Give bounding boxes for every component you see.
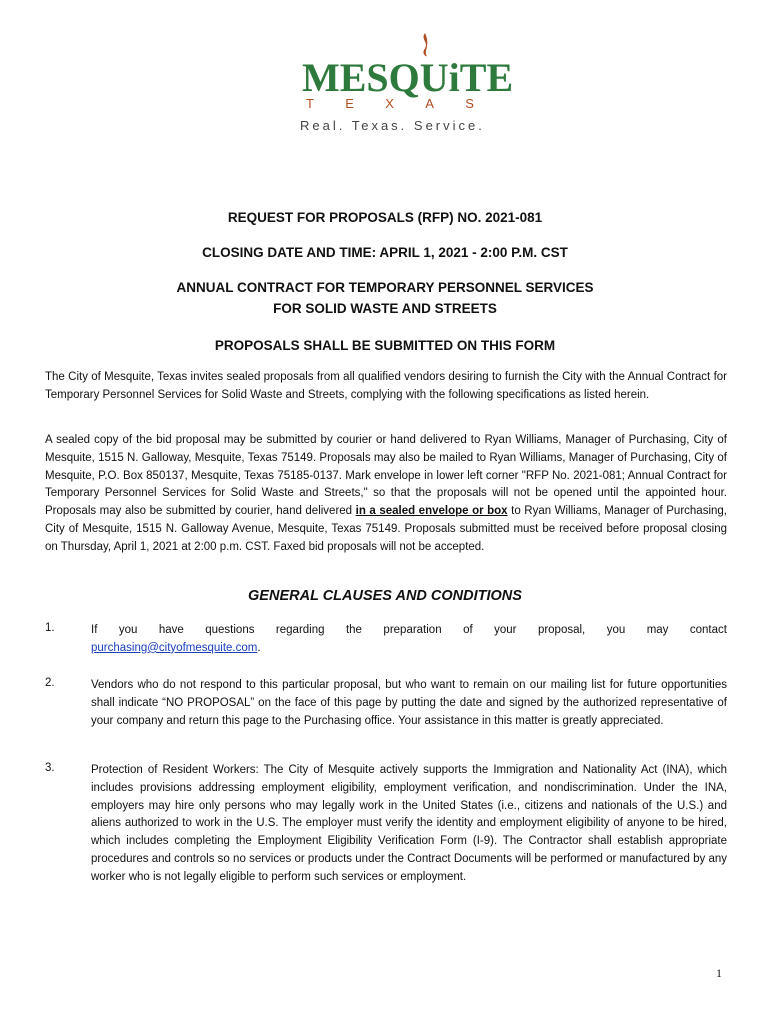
clause-word: the xyxy=(345,624,362,636)
logo-state-letter: X xyxy=(385,96,396,111)
clause-word: proposal, xyxy=(537,624,586,636)
clause-1-first-line xyxy=(91,622,727,640)
section-title: GENERAL CLAUSES AND CONDITIONS xyxy=(248,588,522,604)
clause-3: Protection of Resident Workers: The City of Mesquite actively supports the Immigration and Nationality Act (INA), which includes provisions addressing employment eligibility, employment verification, and nondiscrimination. Under the INA, employers may hire only persons who may legally work in the United States (i.e., citizens and nationals of the U.S.) and aliens authorized to work in the U.S. The employer must verify the identity and employment eligibility of anyone to be hired, which includes completing the Employment Eligibility Verification Form (I-9). The Contractor shall establish appropriate procedures and controls so no services or products under the Contract Documents will be performed or manufactured by any worker who is not legally eligible to perform such services or employment. xyxy=(91,764,727,883)
clause-1-period: . xyxy=(257,641,261,654)
contract-title-line2: FOR SOLID WASTE AND STREETS xyxy=(273,301,497,316)
clause-word: questions xyxy=(205,624,255,636)
clause-word: preparation xyxy=(383,624,442,636)
clause-word: have xyxy=(158,624,184,636)
logo-tagline: Real. Texas. Service. xyxy=(300,118,485,133)
logo-state-letter: S xyxy=(465,96,476,111)
clause-number: 2. xyxy=(45,677,55,689)
clause-word: of xyxy=(463,624,473,636)
clause-word: you xyxy=(606,624,626,636)
clause-word: you xyxy=(118,624,138,636)
clause-word: your xyxy=(494,624,517,636)
rfp-number-heading: REQUEST FOR PROPOSALS (RFP) NO. 2021-081 xyxy=(227,210,543,225)
submission-paragraph xyxy=(45,432,727,557)
clause-2: Vendors who do not respond to this particular proposal, but who want to remain on our mailing list for future opportunities shall indicate “NO PROPOSAL” on the face of this page by putting the date and signed by the authorized representative of your company and return this page to the Purchasing office. Your assistance in this matter is greatly appreciated. xyxy=(91,679,727,727)
clause-number: 3. xyxy=(45,762,55,774)
logo-state-letter: E xyxy=(345,96,356,111)
clause-1 xyxy=(91,622,727,658)
purchasing-email-link[interactable]: purchasing@cityofmesquite.com xyxy=(91,641,258,654)
clause-word: may xyxy=(646,624,669,636)
page-number: 1 xyxy=(716,966,722,980)
city-logo xyxy=(290,30,514,140)
submission-form-note: PROPOSALS SHALL BE SUBMITTED ON THIS FORM xyxy=(214,338,556,353)
clause-word: If xyxy=(91,624,98,636)
submission-text-part1: A sealed copy of the bid proposal may be submitted by courier or hand delivered to Ryan Williams, Manager of Purchasing, City of Mesquite, 1515 N. Galloway, Mesquite, Texas 75149. Proposals may also be mailed to Ryan Williams, Manager of Purchasing, City of Mesquite, P.O. Box 850137, Mesquite, Texas 75185-0137. Mark envelope in lower left corner "RFP No. 2021-081; Annual Contract for Temporary Personnel Services for Solid Waste and Streets," so that the proposals will not be opened until the appointed hour. Proposals may also be submitted by courier, hand delivered xyxy=(45,434,727,518)
contract-title-line1: ANNUAL CONTRACT FOR TEMPORARY PERSONNEL SERVICES xyxy=(176,280,594,295)
clause-1-second-line xyxy=(91,640,727,658)
logo-state-letters xyxy=(306,96,476,111)
logo-state-letter: A xyxy=(425,96,436,111)
closing-date-heading: CLOSING DATE AND TIME: APRIL 1, 2021 - 2:00 P.M. CST xyxy=(202,245,568,260)
clause-word: contact xyxy=(689,624,727,636)
submission-text-part2: to Ryan Williams, Manager of Purchasing, City of Mesquite, 1515 N. Galloway Avenue, Mesquite, Texas 75149. Proposals submitted must be received before proposal closing on Thursday, April 1, 2021 at 2:00 p.m. CST. Faxed bid proposals will not be accepted. xyxy=(45,505,727,553)
submission-emphasis: in a sealed envelope or box xyxy=(355,505,508,518)
clause-word: regarding xyxy=(275,624,325,636)
intro-paragraph: The City of Mesquite, Texas invites sealed proposals from all qualified vendors desiring to furnish the City with the Annual Contract for Temporary Personnel Services for Solid Waste and Streets, complying with the following specifications as listed herein. xyxy=(45,371,727,401)
clause-number: 1. xyxy=(45,622,55,634)
logo-state-letter: T xyxy=(306,96,316,111)
logo-wordmark: MESQUiTE xyxy=(302,55,514,100)
